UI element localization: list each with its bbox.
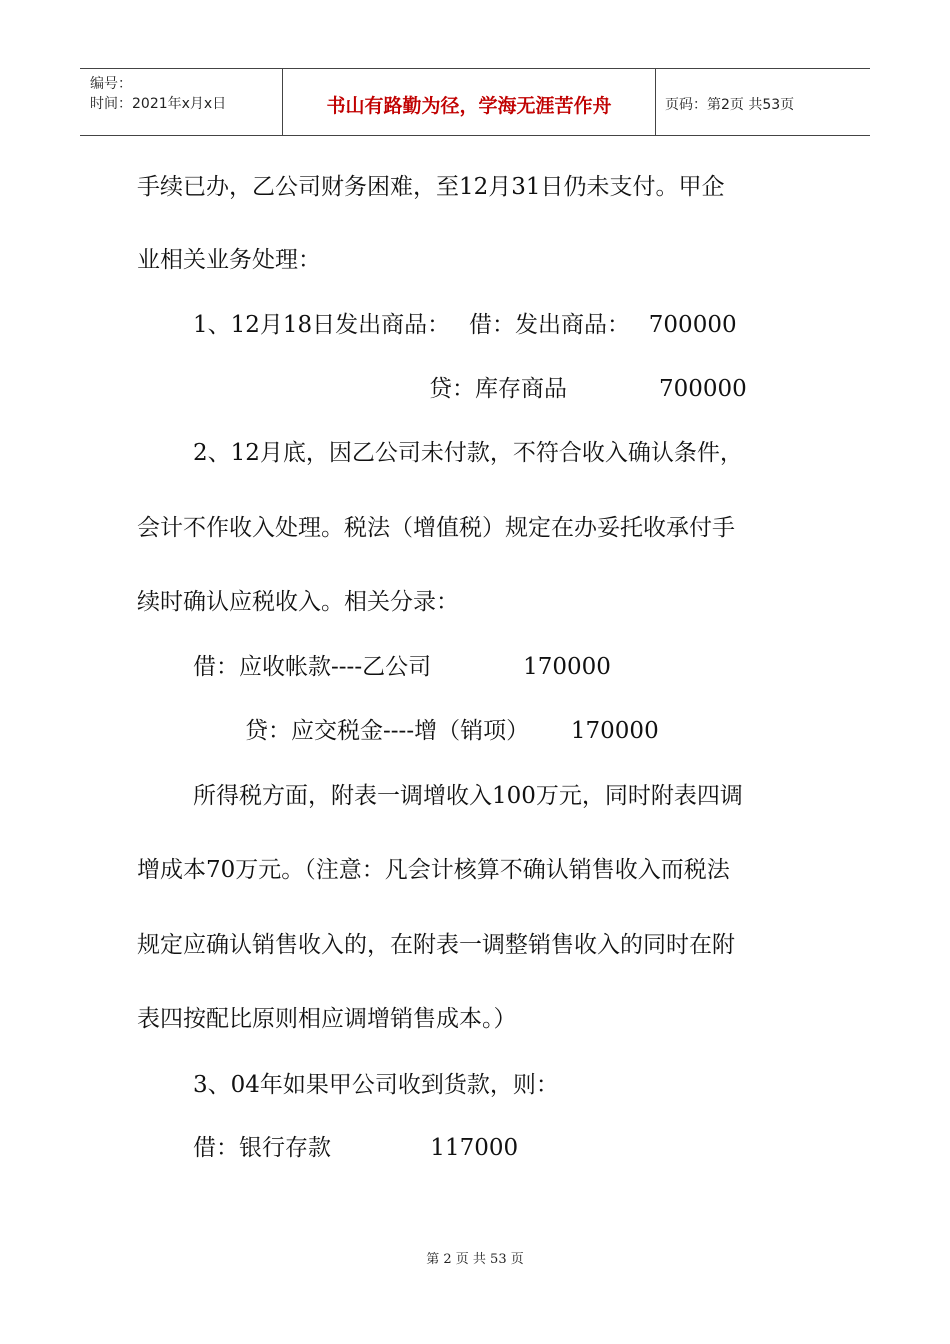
body-line: 借：银行存款 117000: [193, 1135, 519, 1161]
body-line: 规定应确认销售收入的，在附表一调整销售收入的同时在附: [137, 932, 735, 958]
body-line: 1、12月18日发出商品： 借：发出商品： 700000: [193, 312, 737, 338]
header-page-cell: [655, 69, 870, 135]
body-line: 3、04年如果甲公司收到货款，则：: [193, 1072, 559, 1098]
document-date-label: 时间：2021年x月x日: [90, 96, 227, 112]
header-motto-cell: [282, 69, 656, 135]
motto-text: 书山有路勤为径，学海无涯苦作舟: [326, 95, 612, 117]
body-line: 手续已办，乙公司财务困难，至12月31日仍未支付。甲企: [137, 174, 725, 200]
body-line: 所得税方面，附表一调增收入100万元，同时附表四调: [193, 783, 743, 809]
page-footer: 第 2 页 共 53 页: [426, 1252, 524, 1267]
body-line: 2、12月底，因乙公司未付款，不符合收入确认条件，: [193, 440, 743, 466]
body-line: 表四按配比原则相应调增销售成本。）: [137, 1006, 517, 1032]
body-line: 业相关业务处理：: [137, 247, 321, 273]
document-number-label: 编号：: [90, 76, 132, 92]
header-meta-cell: [80, 69, 282, 135]
document-header: [80, 68, 870, 136]
body-line: 续时确认应税收入。相关分录：: [137, 589, 459, 615]
body-line: 贷：应交税金----增（销项） 170000: [245, 718, 659, 744]
body-line: 会计不作收入处理。税法（增值税）规定在办妥托收承付手: [137, 515, 735, 541]
body-line: 贷：库存商品 700000: [429, 376, 747, 402]
page-code: 页码：第2页 共53页: [665, 97, 795, 113]
body-line: 增成本70万元。（注意：凡会计核算不确认销售收入而税法: [137, 857, 730, 883]
body-line: 借：应收帐款----乙公司 170000: [193, 654, 611, 680]
